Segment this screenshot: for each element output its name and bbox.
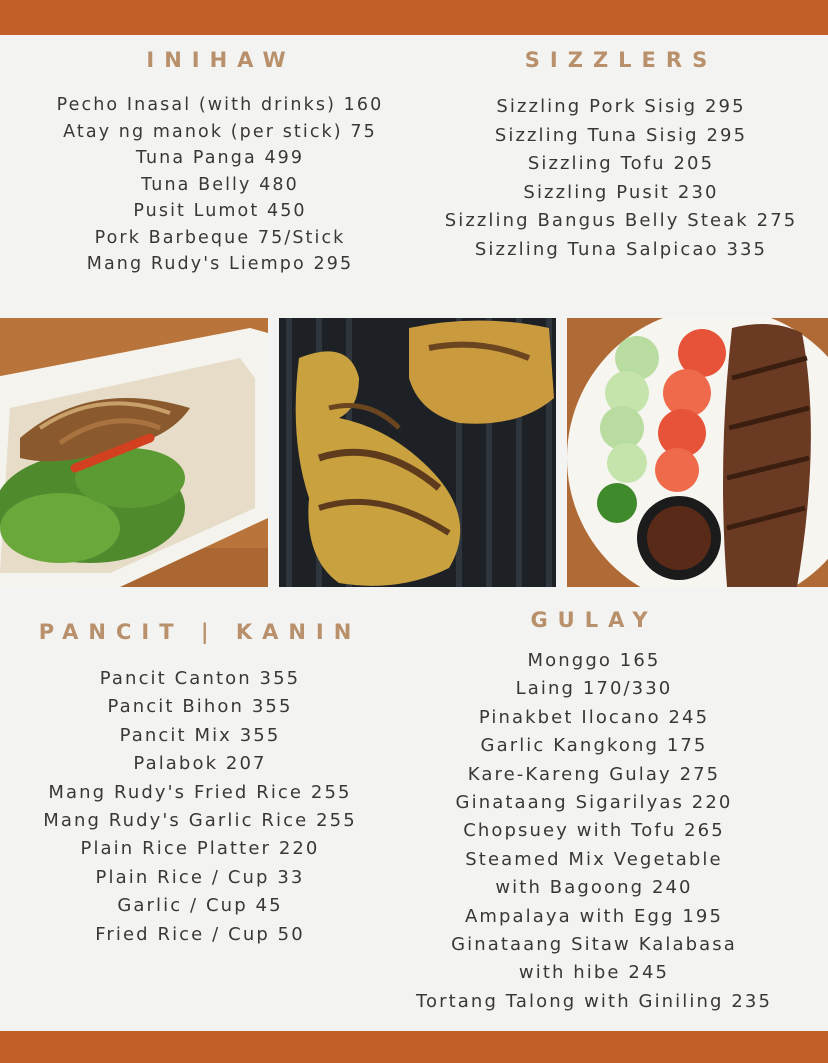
inihaw-heading: INIHAW: [146, 48, 296, 72]
menu-item: Pancit Canton 355: [99, 668, 301, 689]
menu-item: with Bagoong 240: [495, 877, 693, 899]
menu-item: Sizzling Tuna Sisig 295: [494, 124, 748, 146]
top-accent-band: [0, 0, 828, 35]
menu-item: Garlic / Cup 45: [117, 895, 283, 917]
menu-item: Monggo 165: [527, 650, 661, 671]
menu-item: Ampalaya with Egg 195: [464, 905, 724, 927]
menu-item: Palabok 207: [133, 753, 267, 775]
menu-item: Sizzling Bangus Belly Steak 275: [444, 210, 798, 232]
menu-item: Mang Rudy's Fried Rice 255: [48, 781, 352, 803]
menu-item: Pork Barbeque 75/Stick: [94, 227, 346, 248]
grilled-chicken-photo: [279, 318, 556, 587]
menu-item: Laing 170/330: [515, 678, 673, 700]
menu-item: with hibe 245: [518, 962, 670, 984]
menu-item: Garlic Kangkong 175: [480, 735, 708, 757]
gulay-section: [384, 608, 804, 1016]
menu-item: Tortang Talong with Giniling 235: [416, 990, 772, 1012]
menu-item: Pecho Inasal (with drinks) 160: [56, 95, 384, 115]
bottom-accent-band: [0, 1031, 828, 1063]
menu-item: Mang Rudy's Garlic Rice 255: [43, 810, 357, 832]
gulay-heading: GULAY: [530, 608, 658, 632]
menu-item: Pusit Lumot 450: [133, 201, 307, 221]
menu-item: Steamed Mix Vegetable: [465, 848, 723, 870]
menu-item: Sizzling Tofu 205: [527, 153, 715, 175]
pancit-kanin-section: [0, 620, 400, 949]
menu-item: Pancit Mix 355: [119, 724, 281, 746]
menu-item: Sizzling Pusit 230: [523, 181, 719, 203]
menu-item: Plain Rice Platter 220: [80, 838, 320, 860]
pancit-kanin-menu-list: [0, 665, 400, 949]
menu-item: Fried Rice / Cup 50: [95, 923, 305, 945]
menu-item: Sizzling Tuna Salpicao 335: [474, 238, 768, 260]
menu-item: Atay ng manok (per stick) 75: [63, 121, 377, 142]
menu-item: Mang Rudy's Liempo 295: [86, 254, 354, 274]
menu-item: Tuna Panga 499: [135, 148, 305, 168]
menu-item: Chopsuey with Tofu 265: [463, 820, 725, 842]
menu-item: Pancit Bihon 355: [107, 696, 293, 718]
sizzlers-menu-list: [414, 93, 828, 265]
menu-item: Tuna Belly 480: [141, 174, 299, 195]
pancit-kanin-heading: PANCIT | KANIN: [38, 620, 362, 644]
laing-dish-photo: [0, 318, 268, 587]
menu-item: Ginataang Sigarilyas 220: [455, 792, 733, 814]
sizzlers-heading: SIZZLERS: [524, 48, 718, 72]
menu-item: Kare-Kareng Gulay 275: [467, 763, 721, 785]
inihaw-menu-list: [0, 92, 440, 278]
inihaw-section: [0, 48, 440, 278]
menu-item: Pinakbet Ilocano 245: [478, 706, 710, 728]
gulay-menu-list: [384, 647, 804, 1016]
menu-item: Sizzling Pork Sisig 295: [496, 96, 746, 117]
grilled-steak-platter-photo: [567, 318, 828, 587]
menu-item: Plain Rice / Cup 33: [95, 866, 305, 888]
menu-item: Ginataang Sitaw Kalabasa: [451, 934, 737, 956]
sizzlers-section: [414, 48, 828, 265]
